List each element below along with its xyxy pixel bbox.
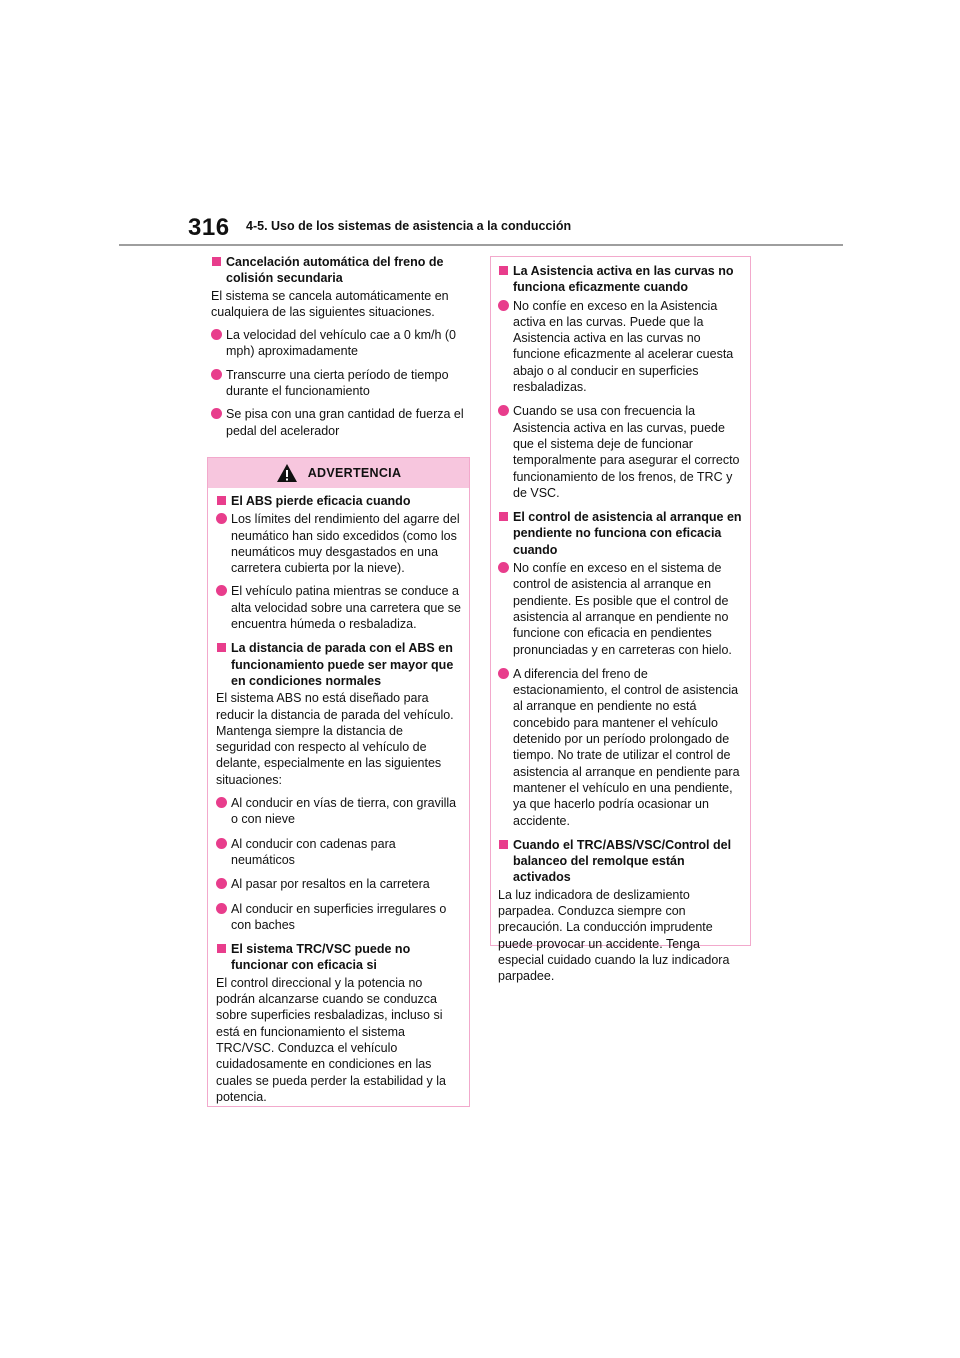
section-heading: El control de asistencia al arranque en pendiente no funciona con eficacia cuando (498, 509, 742, 558)
section-text: La luz indicadora de deslizamiento parpadea. Conduzca siempre con precaución. La conducción imprudente puede provocar un accidente. Tenga especial cuidado cuando la luz indicadora parpadee. (498, 887, 730, 984)
list-item: Cuando se usa con frecuencia la Asistencia activa en las curvas, puede que el sistema deje de funcionar temporalmente para asegurar el correcto funcionamiento de los frenos, de TRC y de VSC. (498, 403, 742, 501)
section-heading: Cuando el TRC/ABS/VSC/Control del balanceo del remolque están activados (498, 837, 742, 886)
list-item: Al conducir en vías de tierra, con gravilla o con nieve (216, 795, 461, 828)
section-heading: Cancelación automática del freno de colisión secundaria (211, 254, 469, 287)
warning-header (208, 458, 469, 488)
section-text: El sistema ABS no está diseñado para reducir la distancia de parada del vehículo. Mantenga siempre la distancia de seguridad con respecto al vehículo de delante, especialmente en las siguientes situaciones: (216, 691, 454, 787)
list-item: Al conducir con cadenas para neumáticos (216, 836, 461, 869)
right-caution-box (490, 256, 751, 984)
list-item: Al conducir en superficies irregulares o con baches (216, 901, 461, 934)
section-heading: El sistema TRC/VSC puede no funcionar con eficacia si (216, 941, 461, 974)
list-item: No confíe en exceso en el sistema de control de asistencia al arranque en pendiente. Es posible que el control de asistencia al arranque en pendiente no funcione con eficacia en pendientes pronunciadas y en carreteras con hielo. (498, 560, 742, 658)
list-item: El vehículo patina mientras se conduce a alta velocidad sobre una carretera que se encuentra húmeda o resbaladiza. (216, 583, 461, 632)
list-item: Los límites del rendimiento del agarre del neumático han sido excedidos (como los neumáticos muy desgastados en una carretera cubierta por la nieve). (216, 511, 461, 576)
header-divider (119, 244, 843, 246)
warning-box (207, 457, 470, 1107)
chapter-header: 4-5. Uso de los sistemas de asistencia a la conducción (246, 219, 572, 233)
warning-triangle-icon (276, 463, 298, 483)
list-item: La velocidad del vehículo cae a 0 km/h (0 mph) aproximadamente (211, 327, 469, 360)
section-text: El control direccional y la potencia no podrán alcanzarse cuando se conduzca sobre superficies resbaladizas, incluso si está en funcionamiento el sistema TRC/VSC. Conduzca el vehículo cuidadosamente en condiciones en las cuales se pueda perder la estabilidad y la potencia. (216, 975, 447, 1104)
list-item: A diferencia del freno de estacionamiento, el control de asistencia al arranque en pendiente no está concebido para mantener el vehículo detenido por un período prolongado de tiempo. No trate de utilizar el control de asistencia al arranque en pendiente para mantener el vehículo en una pendiente, ya que hacerlo podría ocasionar un accidente. (498, 666, 742, 829)
list-item: No confíe en exceso en la Asistencia activa en las curvas. Puede que la Asistencia activa en las curvas no funcione eficazmente al acelerar cuesta abajo o al conducir en superficies resbaladizas. (498, 298, 742, 396)
section-heading: El ABS pierde eficacia cuando (216, 493, 461, 509)
section-heading: La Asistencia activa en las curvas no funciona eficazmente cuando (498, 263, 742, 296)
section-heading: La distancia de parada con el ABS en funcionamiento puede ser mayor que en condiciones normales (216, 640, 461, 689)
section-intro: El sistema se cancela automáticamente en cualquiera de las siguientes situaciones. (211, 288, 449, 319)
list-item: Transcurre una cierta período de tiempo durante el funcionamiento (211, 367, 469, 400)
warning-title: ADVERTENCIA (307, 465, 402, 480)
list-item: Se pisa con una gran cantidad de fuerza el pedal del acelerador (211, 406, 469, 439)
page-number: 316 (188, 214, 230, 241)
auto-cancel-section (211, 254, 469, 439)
list-item: Al pasar por resaltos en la carretera (216, 876, 461, 892)
